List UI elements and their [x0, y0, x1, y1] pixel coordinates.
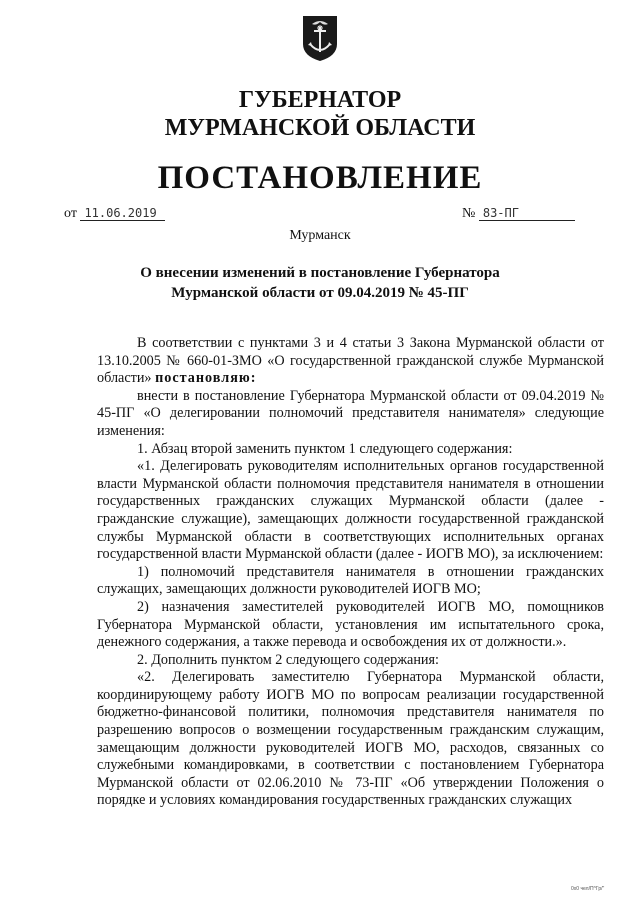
number-prefix: № [462, 206, 476, 221]
number-value: 83-ПГ [479, 206, 575, 221]
document-type-heading: ПОСТАНОВЛЕНИЕ [157, 160, 483, 196]
resolve-word: постановляю: [155, 370, 257, 387]
body-paragraph: «2. Делегировать заместителю Губернатора Мурманской области, координирующему работу ИОГВ МО по вопросам реализации государственной бюджетно-финансовой политики, полномочия представителя нанимателя по разрешению вопросов о возмещении государственным гражданским служащим, замещающим должности руководителей ИОГВ МО, расходов, связанных со служебными командировками, в соответствии с постановлением Губернатора Мурманской области от 02.06.2010 № 73-ПГ «Об утверждении Положения о порядке и условиях командирования государственных гражданских служащих [97, 669, 604, 809]
body-paragraph: 1. Абзац второй заменить пунктом 1 следующего содержания: [137, 440, 513, 457]
governor-title-line2: МУРМАНСКОЙ ОБЛАСТИ [164, 115, 476, 141]
subject-line1: О внесении изменений в постановление Губернатора [140, 265, 500, 281]
date-prefix: от [64, 206, 77, 221]
intro-text: В соответствии с пунктами 3 и 4 статьи 3 Закона Мурманской области от 13.10.2005 № 660-01-ЗМО «О государственной гражданской службе Мурманской области» [97, 335, 604, 387]
body-paragraph: 2. Дополнить пунктом 2 следующего содержания: [137, 651, 439, 668]
governor-title-line1: ГУБЕРНАТОР [238, 87, 402, 113]
document-date [64, 206, 165, 222]
body-paragraph: 1) полномочий представителя нанимателя в отношении гражданских служащих, замещающих должности руководителей ИОГВ МО; [97, 563, 604, 598]
document-subject [0, 263, 640, 303]
body-paragraph: внести в постановление Губернатора Мурманской области от 09.04.2019 № 45-ПГ «О делегировании полномочий представителя нанимателя» следующие изменения: [97, 387, 604, 439]
city-name: Мурманск [289, 228, 351, 243]
scan-stamp: 0x0 чел/П^Гр/" [571, 886, 605, 892]
body-paragraph [97, 335, 604, 388]
document-number [462, 206, 575, 222]
governor-title [0, 86, 640, 142]
coat-of-arms-icon [301, 14, 339, 62]
body-paragraph: «1. Делегировать руководителям исполнительных органов государственной власти Мурманской области полномочия представителя нанимателя в отношении государственных гражданских служащих Мурманской области (далее - гражданские служащие), замещающих должности государственной гражданской службы Мурманской области в соответствующих исполнительных органах государственной власти Мурманской области (далее - ИОГВ МО), за исключением: [97, 458, 604, 563]
subject-line2: Мурманской области от 09.04.2019 № 45-ПГ [171, 285, 469, 301]
body-paragraph: 2) назначения заместителей руководителей ИОГВ МО, помощников Губернатора Мурманской области, установления им испытательного срока, денежного содержания, а также перевода и освобождения их от должности.». [97, 598, 604, 651]
date-value: 11.06.2019 [80, 206, 164, 221]
document-body [97, 335, 604, 810]
